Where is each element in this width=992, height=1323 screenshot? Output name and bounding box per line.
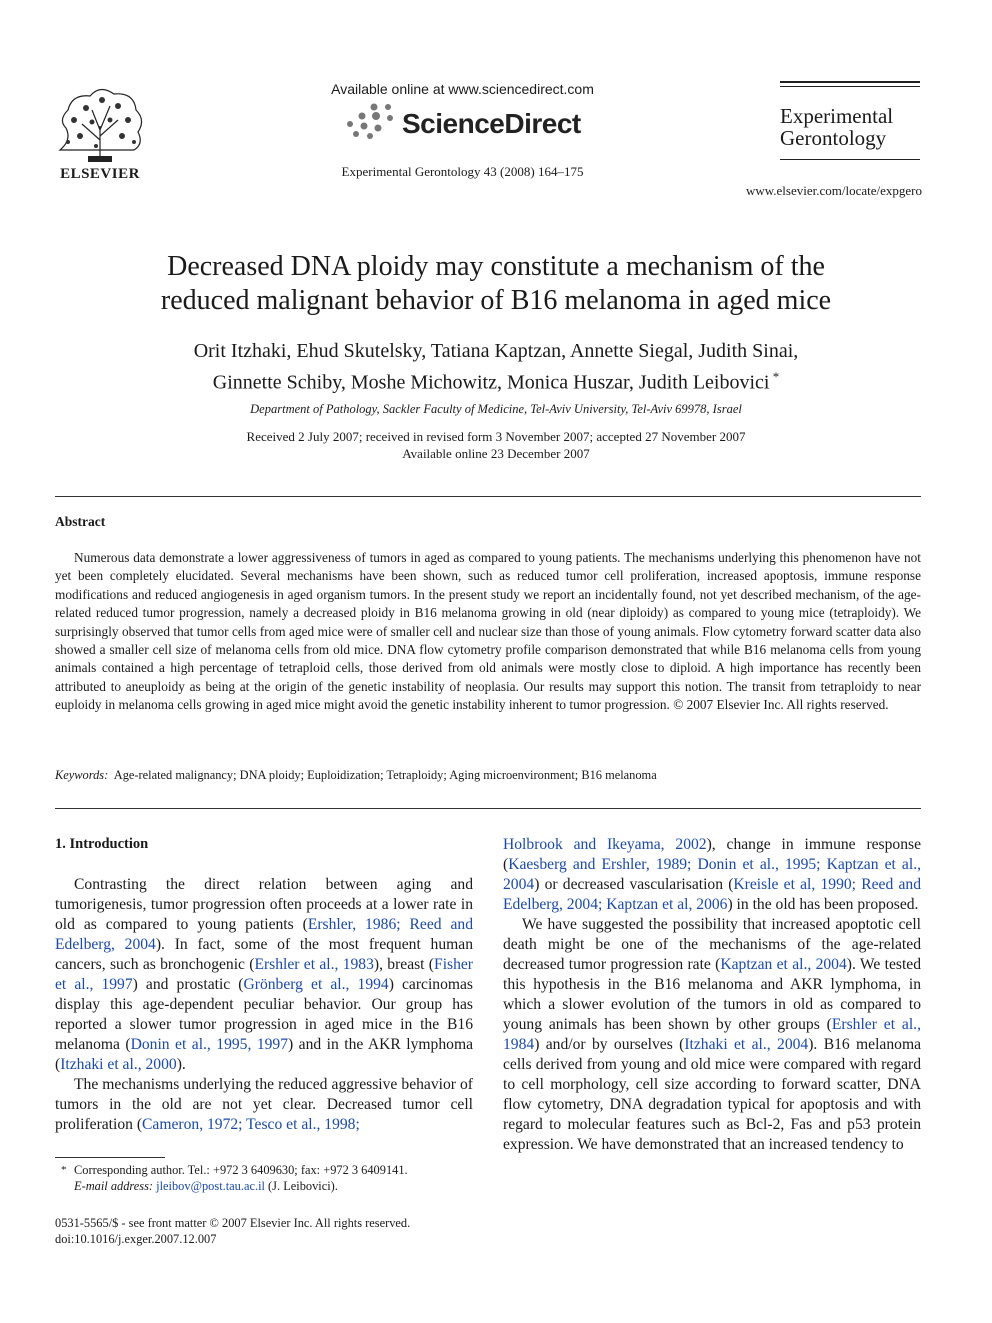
- journal-title-line1: Experimental: [780, 104, 894, 128]
- author-list: [60, 338, 932, 396]
- citation-link[interactable]: Ershler et al., 1983: [254, 956, 374, 973]
- text-run: We have suggested the possibility that increased apoptotic cell death might be one of the mechanisms of the age-related decreased tumor progression rate (: [503, 916, 921, 973]
- doi-line[interactable]: doi:10.1016/j.exger.2007.12.007: [55, 1232, 217, 1246]
- email-link[interactable]: jleibov@post.tau.ac.il: [156, 1179, 265, 1193]
- intro-paragraph-2-continued: [503, 835, 921, 915]
- available-online-text: Available online at www.sciencedirect.com: [331, 81, 594, 97]
- body-column-right: [503, 835, 921, 1155]
- footnote-mark: *: [61, 1164, 67, 1176]
- citation-link[interactable]: Itzhaki et al., 2004: [684, 1036, 809, 1053]
- abstract-heading: Abstract: [55, 514, 106, 529]
- available-date: Available online 23 December 2007: [402, 446, 590, 461]
- citation-link[interactable]: Cameron, 1972; Tesco et al., 1998;: [142, 1116, 360, 1133]
- sciencedirect-logo: [344, 100, 584, 146]
- body-column-left: [55, 875, 473, 1135]
- front-matter: [55, 1215, 485, 1247]
- citation-link[interactable]: Ershler et al., 1984: [503, 1016, 921, 1053]
- article-dates: [60, 428, 932, 462]
- abstract-text: Numerous data demonstrate a lower aggressiveness of tumors in aged as compared to young patients. The mechanisms underlying this phenomenon have not yet been completely elucidated. Several mechanisms have been shown, such as reduced tumor cell proliferation, increased apoptosis, immune response modifications and reduced angiogenesis in aged organism tumors. In the present study we report an incidentally found, not yet described mechanism, of the age-related reduced tumor progression, namely a decreased ploidy in B16 melanoma growing in old (near diploidy) as compared to young mice (tetraploidy). We surprisingly observed that tumor cells from aged mice were of smaller cell and nuclear size than those of young animals. Flow cytometry forward scatter data also showed a smaller cell size of melanoma cells from old mice. DNA flow cytometry profile comparison demonstrated that while B16 melanoma cells from young animals contained a high percentage of tetraploid cells, those derived from old animals were mostly close to diploid. A high importance has recently been attributed to aneuploidy as being at the origin of the genetic instability of neoplasia. Our results may support this notion. The transit from tetraploidy to near euploidy in melanoma cells growing in aged mice might avoid the genetic instability inherent to tumor progression.: [55, 550, 921, 713]
- corresponding-author-note: Corresponding author. Tel.: +972 3 6409630; fax: +972 3 6409141.: [74, 1163, 408, 1177]
- citation-link[interactable]: Kaesberg and Ershler, 1989; Donin et al., 1995; Kaptzan et al., 2004: [503, 856, 921, 893]
- keywords-list: Age-related malignancy; DNA ploidy; Euploidization; Tetraploidy; Aging microenvironment; B16 melanoma: [113, 768, 657, 782]
- keywords: [55, 768, 921, 783]
- footnote: [55, 1162, 485, 1194]
- journal-title-block: [780, 81, 920, 160]
- text-run: ). B16 melanoma cells derived from young and old mice were compared with regard to cell morphology, cell size according to forward scatter, DNA flow cytometry, DNA degradation typical for apoptosis and with regard to molecular features such as Bcl-2, Fas and p53 protein expression. We have demonstrated that an increased tendency to: [503, 1036, 921, 1153]
- abstract-copyright: © 2007 Elsevier Inc. All rights reserved.: [673, 697, 889, 713]
- corresponding-author-mark[interactable]: *: [769, 369, 780, 384]
- journal-title-line2: Gerontology: [780, 126, 887, 150]
- article-title-line2: reduced malignant behavior of B16 melanoma in aged mice: [160, 285, 832, 316]
- divider: [55, 808, 921, 809]
- text-run: ) and/or by ourselves (: [534, 1036, 685, 1053]
- intro-paragraph-2: [55, 1075, 473, 1135]
- email-label: E-mail address:: [74, 1179, 154, 1193]
- text-run: ).: [176, 1056, 186, 1073]
- citation-link[interactable]: Fisher et al., 1997: [55, 956, 473, 993]
- affiliation: Department of Pathology, Sackler Faculty of Medicine, Tel-Aviv University, Tel-Aviv 69978, Israel: [250, 402, 742, 416]
- section-heading-introduction: 1. Introduction: [55, 836, 149, 852]
- sciencedirect-wordmark: ScienceDirect: [402, 108, 581, 139]
- article-title-line1: Decreased DNA ploidy may constitute a mechanism of the: [167, 251, 825, 282]
- footnote-divider: [55, 1157, 165, 1158]
- text-run: ), breast (: [373, 956, 435, 973]
- citation-link[interactable]: Donin et al., 1995, 1997: [130, 1036, 289, 1053]
- divider: [55, 496, 921, 497]
- article-title: [60, 250, 932, 318]
- authors-line2: Ginnette Schiby, Moshe Michowitz, Monica Huszar, Judith Leibovici: [212, 371, 770, 394]
- received-dates: Received 2 July 2007; received in revised form 3 November 2007; accepted 27 November 2007: [246, 429, 746, 444]
- intro-paragraph-1: [55, 875, 473, 1075]
- text-run: ). In fact, some of the most frequent human cancers, such as bronchogenic (: [55, 936, 473, 973]
- journal-url[interactable]: www.elsevier.com/locate/expgero: [745, 183, 922, 198]
- authors-line1: Orit Itzhaki, Ehud Skutelsky, Tatiana Kaptzan, Annette Siegal, Judith Sinai,: [193, 340, 799, 362]
- text-run: ) or decreased vascularisation (: [534, 876, 734, 893]
- citation-link[interactable]: Kreisle et al, 1990; Reed and Edelberg, 2004; Kaptzan et al, 2006: [503, 876, 921, 913]
- citation-link[interactable]: Itzhaki et al., 2000: [60, 1056, 177, 1073]
- issn-line: 0531-5565/$ - see front matter © 2007 Elsevier Inc. All rights reserved.: [55, 1216, 411, 1230]
- abstract-body: [55, 549, 921, 715]
- text-run: ) and in the AKR lymphoma (: [55, 1036, 473, 1073]
- text-run: ), change in immune response (: [503, 836, 922, 873]
- email-suffix: (J. Leibovici).: [264, 1179, 338, 1193]
- text-run: ) carcinomas display this age-dependent peculiar behavior. Our group has reported a slower tumor progression in aged mice in the B16 melanoma (: [55, 976, 473, 1053]
- sciencedirect-dots-icon: [344, 102, 400, 142]
- text-run: ). We tested this hypothesis in the B16 melanoma and AKR lymphoma, in which a slower evolution of the tumors in old as compared to young animals has been shown by other groups (: [503, 956, 922, 1033]
- text-run: Contrasting the direct relation between aging and tumorigenesis, tumor progression often proceeds at a lower rate in old as compared to young patients (: [55, 876, 473, 933]
- citation-link[interactable]: Holbrook and Ikeyama, 2002: [503, 836, 707, 853]
- journal-citation: Experimental Gerontology 43 (2008) 164–175: [341, 164, 584, 179]
- intro-paragraph-3: [503, 915, 921, 1155]
- citation-link[interactable]: Ershler, 1986; Reed and Edelberg, 2004: [55, 916, 473, 953]
- text-run: The mechanisms underlying the reduced aggressive behavior of tumors in the old are not yet clear. Decreased tumor cell proliferation (: [55, 1076, 473, 1133]
- text-run: ) and prostatic (: [132, 976, 244, 993]
- publisher-logo-text: ELSEVIER: [60, 166, 140, 182]
- text-run: ) in the old has been proposed.: [727, 896, 919, 913]
- keywords-label: Keywords:: [55, 768, 109, 782]
- citation-link[interactable]: Kaptzan et al., 2004: [720, 956, 847, 973]
- citation-link[interactable]: Grönberg et al., 1994: [243, 976, 389, 993]
